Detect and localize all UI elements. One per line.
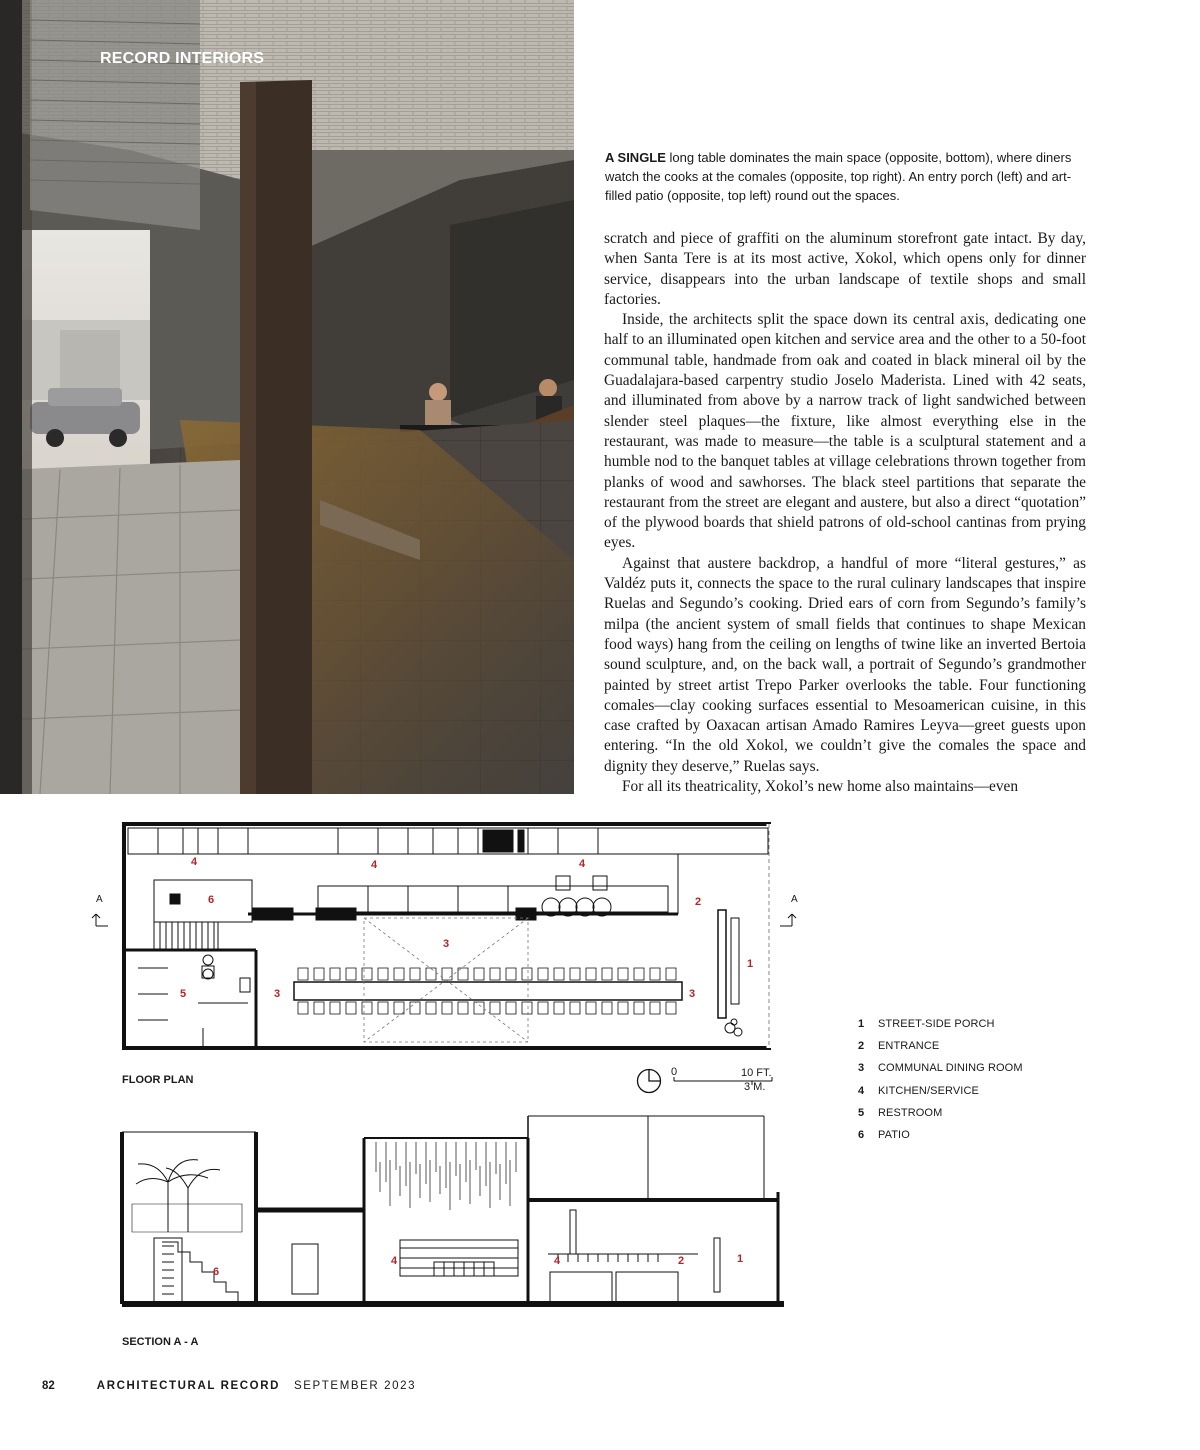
photo-caption [605,148,1085,205]
section-drawing [118,1112,798,1317]
room-number: 4 [371,859,378,871]
legend-number: 3 [858,1062,865,1075]
room-number: 6 [208,894,215,906]
scale-meters: 3 M. [744,1081,766,1093]
section-label: SECTION A - A [122,1336,199,1348]
room-number: 4 [579,858,586,870]
floor-plan-label: FLOOR PLAN [122,1074,194,1086]
section-room-number: 6 [213,1266,220,1278]
interior-photo [0,0,574,794]
section-room-number: 4 [391,1255,398,1267]
room-number: 5 [180,988,187,1000]
room-number: 3 [274,988,281,1000]
legend-item [858,1124,1098,1146]
scale-feet: 10 FT. [741,1067,772,1079]
scale-zero: 0 [671,1066,678,1078]
room-number: 4 [191,856,198,868]
room-number: 1 [747,958,754,970]
section-room-number: 4 [554,1255,561,1267]
page-footer [42,1380,416,1392]
legend-item [858,1080,1098,1102]
section-room-number: 2 [678,1255,685,1267]
room-number: 3 [689,988,696,1000]
legend-number: 2 [858,1040,865,1053]
article-paragraph: scratch and piece of graffiti on the aluminum storefront gate intact. By day, when Santa Tere is at its most active, Xokol, which opens only for dinner service, disappears into the urban landscape of textile shops and small factories. [604,230,1086,308]
legend-item [858,1102,1098,1124]
legend-number: 4 [858,1084,865,1097]
publication-name: ARCHITECTURAL RECORD [96,1380,280,1392]
caption-text: long table dominates the main space (opposite, bottom), where diners watch the cooks at the comales (opposite, top right). An entry porch (left) and art-filled patio (opposite, top left) round out the spaces. [605,150,1072,203]
legend-item [858,1057,1098,1079]
legend-item [858,1013,1098,1035]
legend-number: 1 [858,1018,865,1031]
legend-label: COMMUNAL DINING ROOM [878,1062,1023,1075]
legend-label: STREET-SIDE PORCH [878,1018,995,1031]
legend-number: 6 [858,1129,865,1142]
legend-label: ENTRANCE [878,1040,940,1053]
north-arrow-icon [636,1068,662,1094]
room-number: 2 [695,896,702,908]
article-paragraph: For all its theatricality, Xokol’s new home also maintains—even [622,778,1019,796]
section-room-number: 1 [737,1253,744,1265]
article-body [604,229,1086,797]
legend-label: KITCHEN/SERVICE [878,1084,979,1097]
page-number: 82 [42,1380,55,1392]
floor-plan-drawing [88,818,800,1058]
legend-item [858,1035,1098,1057]
room-legend [858,1013,1098,1146]
legend-label: PATIO [878,1129,910,1142]
section-kicker: RECORD INTERIORS [100,50,265,67]
article-paragraph: Inside, the architects split the space down its central axis, dedicating one half to an illuminated open kitchen and service area and the other to a 50-foot communal table, handmade from oak and coated in black mineral oil by the Guadalajara-based carpentry studio Joselo Maderista. Lined with 42 seats, and illuminated from above by a narrow track of light sandwiched between slender steel plaques—the fixture, like almost everything else in the restaurant, was made to measure—the table is a sculptural statement and a humble nod to the banquet tables at village celebrations thrown together from planks of wood and sawhorses. The black steel partitions that separate the restaurant from the street are elegant and austere, but also a direct “quotation” of the plywood boards that shield patrons of old-school cantinas from prying eyes. [604,311,1086,552]
legend-number: 5 [858,1106,865,1119]
caption-lead: A SINGLE [605,150,666,165]
legend-label: RESTROOM [878,1106,943,1119]
issue-date: SEPTEMBER 2023 [294,1380,417,1392]
article-paragraph: Against that austere backdrop, a handful of more “literal gestures,” as Valdéz puts it, connects the space to the rural culinary landscapes that inspire Ruelas and Segundo’s cooking. Dried ears of corn from Segundo’s family’s milpa (the ancient system of small fields that continues to shape Mexican food ways) hang from the ceiling on lengths of twine like an inverted Bertoia sound sculpture, and, on the back wall, a portrait of Segundo’s grandmother painted by street artist Trepo Parker overlooks the table. Four functioning comales—clay cooking surfaces essential to Mesoamerican cuisine, in this case crafted by Oaxacan artisan Amado Ramires Leyva—greet guests upon entering. “In the old Xokol, we couldn’t give the comales the space and dignity they deserve,” Ruelas says. [604,554,1086,775]
room-number: 3 [443,938,450,950]
section-marker-left: A [96,894,103,905]
section-marker-right: A [791,894,798,905]
